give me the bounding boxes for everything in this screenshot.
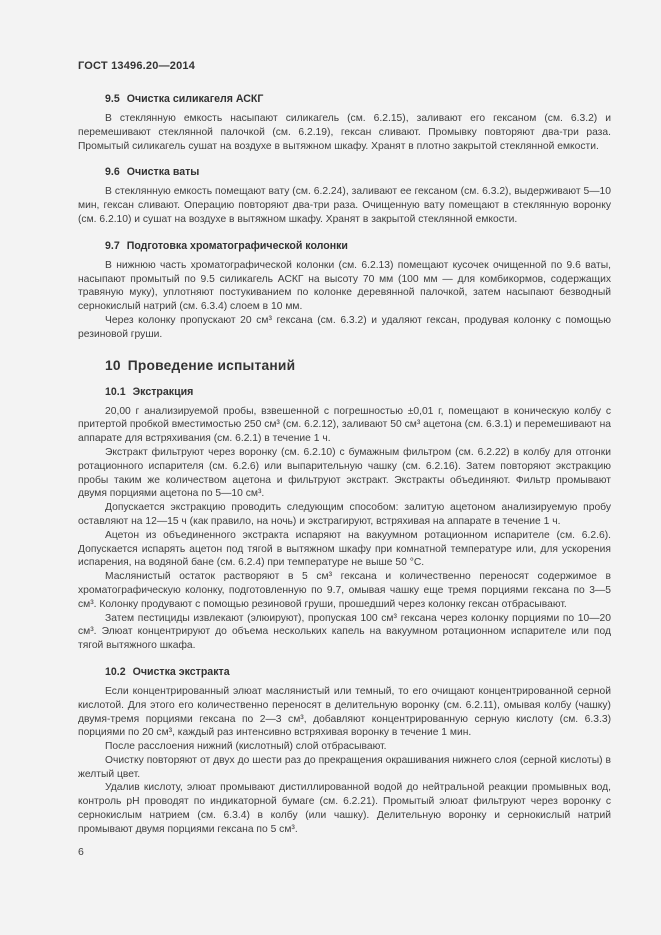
section-9-7 (78, 240, 611, 342)
section-heading (78, 386, 611, 398)
paragraph: Затем пестициды извлекают (элюируют), пропуская 100 см³ гексана через колонку порциями по 10—20 см³. Элюат концентрируют до объема нескольких капель на вакуумном ротационном испарителе или под тягой вытяжного шкафа. (78, 612, 611, 652)
section-heading (78, 166, 611, 178)
section-9-5 (78, 93, 611, 153)
page-number: 6 (78, 845, 84, 858)
paragraph: В нижнюю часть хроматографической колонки (см. 6.2.13) помещают кусочек очищенной по 9.6 ваты, насыпают промытый по 9.5 силикагель АСКГ на высоту 70 мм (100 мм — для комбикормов, содержащих травяную муку), уплотняют постукиванием по колонке деревянной палочкой, затем насыпают безводный сернокислый натрий (см. 6.3.4) слоем в 10 мм. (78, 259, 611, 313)
section-title: Очистка силикагеля АСКГ (126, 93, 264, 105)
paragraph: Экстракт фильтруют через воронку (см. 6.2.10) с бумажным фильтром (см. 6.2.22) в колбу для отгонки ротационного испарителя (см. 6.2.6) или выпарительную чашку (см. 6.2.16). Затем повторяют экстракцию пробы таким же количеством ацетона и фильтруют экстракт. Экстракты объединяют. Фильтр промывают двумя порциями ацетона по 5—10 см³. (78, 446, 611, 500)
section-9-6 (78, 166, 611, 226)
paragraph: В стеклянную емкость помещают вату (см. 6.2.24), заливают ее гексаном (см. 6.3.2), выдерживают 5—10 мин, гексан сливают. Операцию повторяют два-три раза. Очищенную вату помещают в стеклянную воронку (см. 6.2.10) и сушат на воздухе в вытяжном шкафу. Хранят в закрытой стеклянной емкости. (78, 186, 611, 225)
paragraph: Очистку повторяют от двух до шести раз до прекращения окрашивания нижнего слоя (серной кислоты) в желтый цвет. (78, 754, 611, 780)
section-heading (78, 666, 611, 678)
section-title: Экстракция (132, 385, 194, 398)
section-number: 10.2 (105, 665, 126, 678)
document-body (78, 93, 611, 837)
section-number: 10 (105, 357, 121, 373)
section-heading (78, 240, 611, 252)
section-title: Очистка ваты (126, 166, 200, 179)
paragraph: Если концентрированный элюат маслянистый или темный, то его очищают концентрированной серной кислотой. Для этого его количественно переносят в делительную воронку (см. 6.2.11), омывая колбу (чашку) двумя-тремя порциями гексана по 2—3 см³, добавляют концентрированную серную кислоту (см. 6.3.3) порциями по 20 см³, каждый раз интенсивно встряхивая воронку в течение 1 мин. (78, 685, 611, 739)
section-number: 9.5 (105, 93, 120, 105)
section-title: Подготовка хроматографической колонки (126, 239, 348, 252)
paragraph: Через колонку пропускают 20 см³ гексана (см. 6.3.2) и удаляют гексан, продувая колонку с помощью резиновой груши. (78, 314, 611, 340)
section-heading (78, 93, 611, 105)
section-10-1 (78, 386, 611, 653)
paragraph: Удалив кислоту, элюат промывают дистиллированной водой до нейтральной реакции промывных вод, контроль pH проводят по индикаторной бумаге (см. 6.2.21). Промытый элюат фильтруют через воронку с сернокислым натрием (см. 6.3.4) в колбу (или чашку). Делительную воронку и сернокислый натрий промывают двумя порциями гексана по 5 см³. (78, 782, 611, 835)
paragraph: Ацетон из объединенного экстракта испаряют на вакуумном ротационном испарителе (см. 6.2.6). Допускается испарять ацетон под тягой в вытяжном шкафу при комнатной температуре или, для ускорения испарения, на водяной бане (см. 6.2.4) при температуре не выше 50 °C. (78, 529, 611, 569)
paragraph: После расслоения нижний (кислотный) слой отбрасывают. (105, 741, 387, 753)
paragraph: 20,00 г анализируемой пробы, взвешенной с погрешностью ±0,01 г, помещают в коническую колбу с притертой пробкой вместимостью 250 см³ (см. 6.2.12), заливают 50 см³ ацетона (см. 6.3.1) и перемешивают на аппарате для встряхивания (см. 6.2.1) в течение 1 ч. (78, 405, 611, 445)
doc-standard-number: ГОСТ 13496.20—2014 (78, 60, 196, 72)
paragraph: Допускается экстракцию проводить следующим способом: залитую ацетоном анализируемую пробу оставляют на 12—15 ч (как правило, на ночь) и экстрагируют, встряхивая на аппарате в течение 1 ч. (78, 502, 611, 527)
section-number: 9.7 (105, 239, 120, 252)
section-number: 10.1 (105, 385, 126, 398)
section-10 (78, 358, 611, 373)
section-10-2 (78, 666, 611, 837)
section-number: 9.6 (105, 166, 120, 179)
section-title: Очистка экстракта (132, 665, 230, 678)
paragraph: Маслянистый остаток растворяют в 5 см³ гексана и количественно переносят содержимое в хроматографическую колонку, подготовленную по 9.7, омывая чашку еще тремя порциями гексана по 3—5 см³. Колонку продувают с помощью резиновой груши, прошедший через колонку гексан отбрасывают. (78, 571, 611, 610)
section-heading (78, 358, 611, 373)
section-title: Проведение испытаний (127, 357, 296, 373)
paragraph: В стеклянную емкость насыпают силикагель (см. 6.2.15), заливают его гексаном (см. 6.3.2) и перемешивают стеклянной палочкой (см. 6.2.19), гексан сливают. Промывку повторяют два-три раза. Промытый силикагель сушат на воздухе в вытяжном шкафу. Хранят в плотно закрытой стеклянной емкости. (78, 113, 611, 152)
